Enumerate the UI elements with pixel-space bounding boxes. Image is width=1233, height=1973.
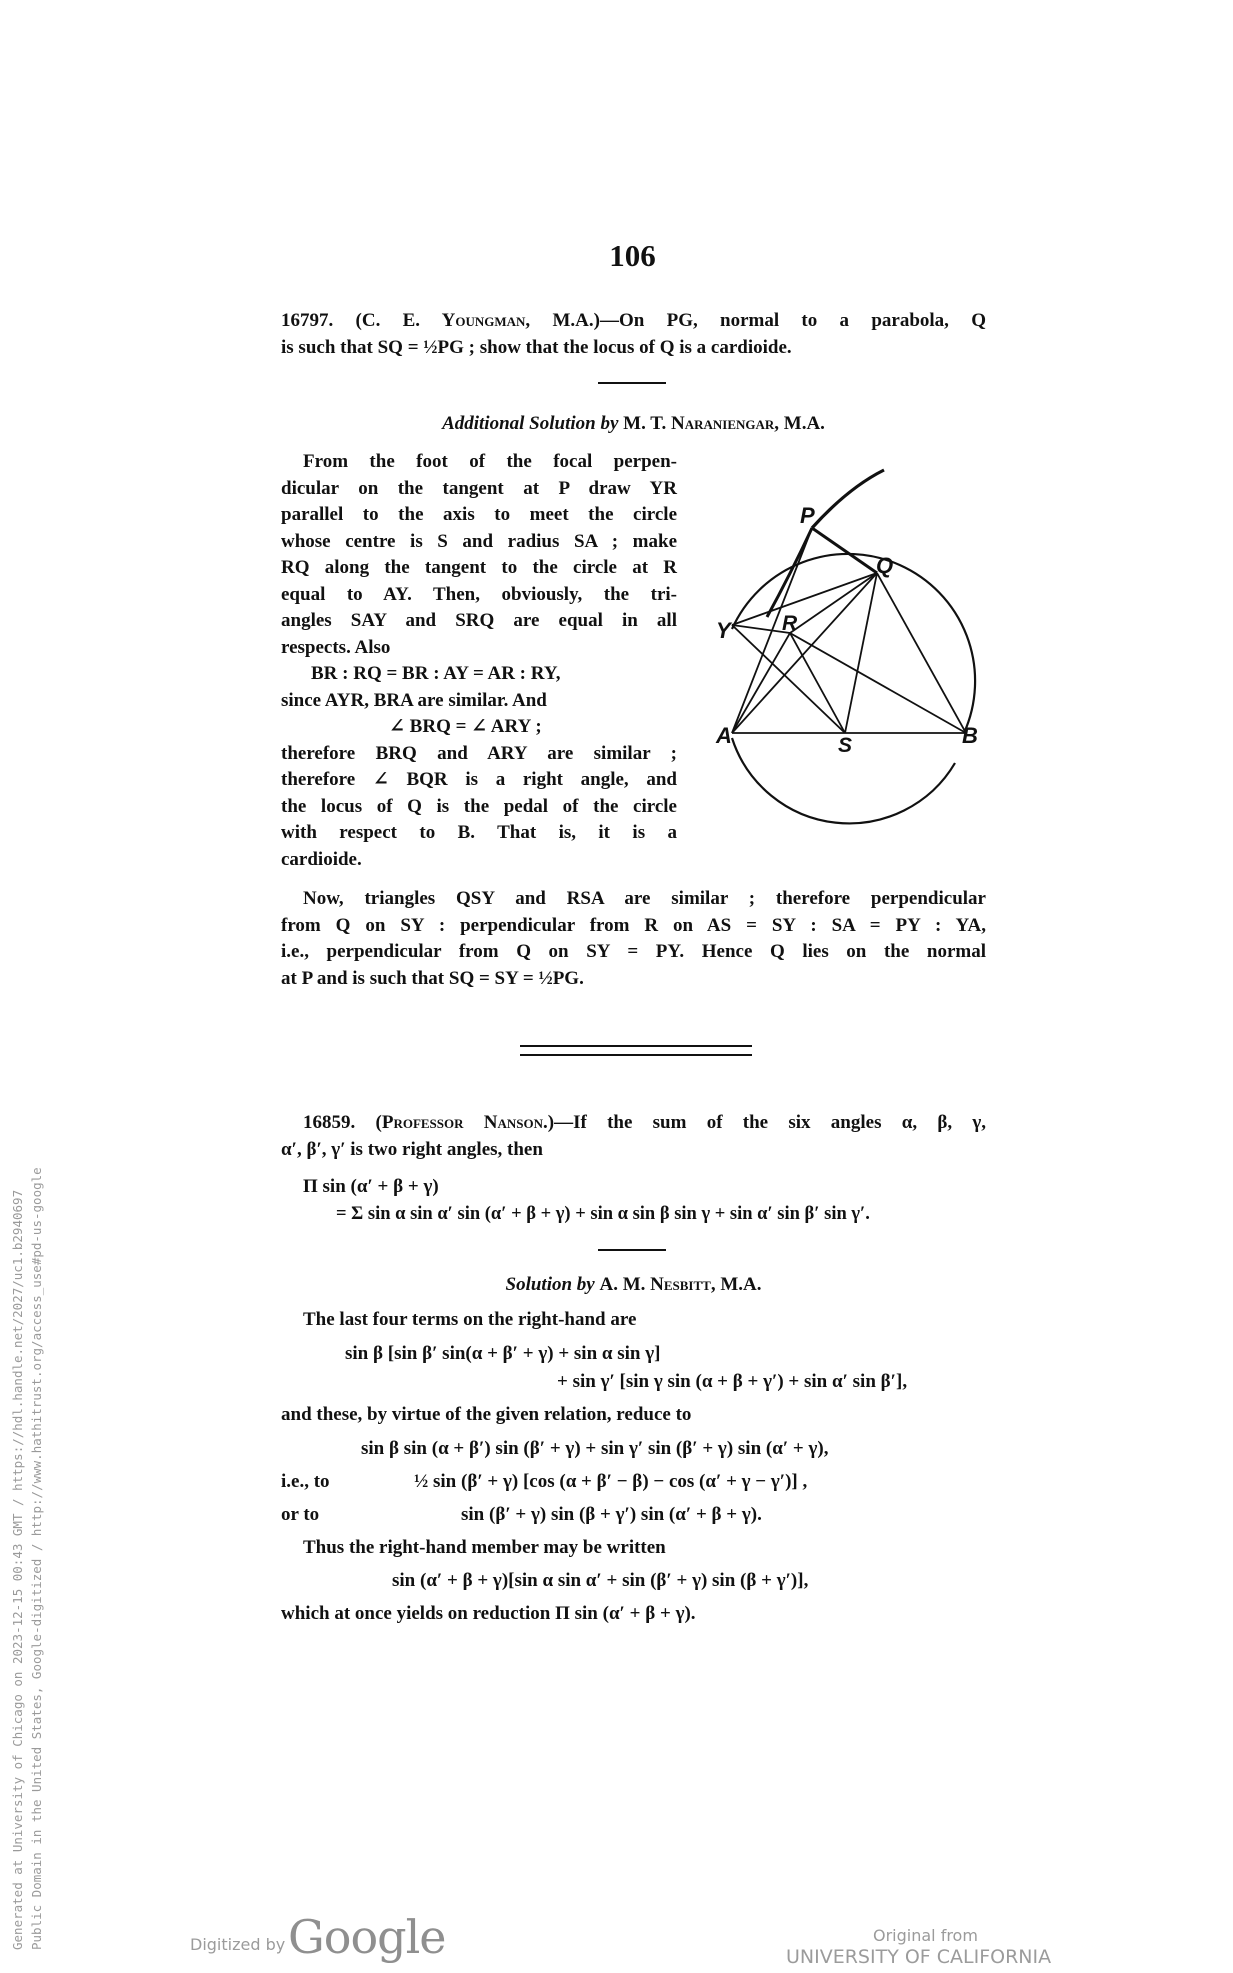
label-ie: i.e., to bbox=[281, 1471, 330, 1492]
solution-line: dicular on the tangent at P draw YR bbox=[281, 477, 677, 499]
original-from-text: Original from bbox=[873, 1926, 978, 1945]
solution-line: parallel to the axis to meet the circle bbox=[281, 504, 677, 525]
equation-angle: ∠ BRQ = ∠ ARY ; bbox=[389, 716, 542, 737]
line-yq bbox=[732, 573, 877, 625]
problem-16797-line-1 bbox=[281, 308, 986, 335]
equation-sum: = Σ sin α sin α′ sin (α′ + β + γ) + sin α sin β sin γ + sin α′ sin β′ sin γ′. bbox=[336, 1204, 870, 1224]
equation-6: sin (α′ + β + γ)[sin α sin α′ + sin (β′ + γ) sin (β + γ′)], bbox=[392, 1570, 809, 1591]
solution-2-line: which at once yields on reduction Π sin (α′ + β + γ). bbox=[281, 1603, 696, 1624]
solution-line: cardioide. bbox=[281, 848, 362, 870]
solution-2-heading bbox=[281, 1272, 986, 1299]
label-p: P bbox=[800, 503, 815, 528]
solution-2-author: A. M. Nesbitt, M.A. bbox=[599, 1274, 762, 1295]
page-number: 106 bbox=[609, 238, 656, 273]
label-y: Y bbox=[716, 618, 731, 643]
problem-number: 16797. bbox=[281, 310, 334, 331]
solution-line: at P and is such that SQ = SY = ½PG. bbox=[281, 967, 584, 989]
solution-1-paragraph-2 bbox=[281, 886, 986, 992]
double-section-rule bbox=[520, 1045, 752, 1056]
line-rb bbox=[790, 633, 966, 733]
solution-1-heading bbox=[281, 411, 986, 438]
problem-statement-b: α′, β′, γ′ is two right angles, then bbox=[281, 1138, 543, 1160]
solution-line: From the foot of the focal perpen- bbox=[303, 451, 677, 472]
label-s: S bbox=[838, 734, 853, 757]
watermark-line-2: Public Domain in the United States, Google-digitized / http://www.hathitrust.org/access_use#pd-us-google bbox=[29, 1167, 44, 1950]
solution-line: i.e., perpendicular from Q on SY = PY. Hence Q lies on the normal bbox=[281, 941, 986, 962]
solution-line: whose centre is S and radius SA ; make bbox=[281, 530, 677, 552]
hathitrust-watermark bbox=[8, 1167, 46, 1950]
section-rule bbox=[598, 1249, 666, 1251]
line-ys bbox=[732, 625, 845, 733]
equation-1: sin β [sin β′ sin(α + β′ + γ) + sin α sin γ] bbox=[345, 1343, 661, 1364]
normal-pq bbox=[812, 528, 877, 573]
google-logo: Google bbox=[288, 1910, 446, 1964]
geometry-figure bbox=[700, 455, 1000, 860]
solution-line: therefore ∠ BQR is a right angle, and bbox=[281, 769, 677, 790]
label-or-to: or to bbox=[281, 1504, 320, 1525]
problem-statement-b: is such that SQ = ½PG ; show that the locus of Q is a cardioide. bbox=[281, 336, 792, 358]
solution-line: since AYR, BRA are similar. And bbox=[281, 689, 547, 711]
watermark-line-1: Generated at University of Chicago on 2023-12-15 00:43 GMT / https://hdl.handle.net/2027/uc1.b2940697 bbox=[10, 1189, 25, 1950]
solution-2-heading-italic: Solution by bbox=[505, 1274, 595, 1295]
problem-16859-line-1 bbox=[281, 1110, 986, 1137]
equation-5: sin (β′ + γ) sin (β + γ′) sin (α′ + β + γ). bbox=[461, 1504, 762, 1525]
line-ar bbox=[732, 633, 790, 733]
solution-line: therefore BRQ and ARY are similar ; bbox=[281, 742, 677, 764]
solution-1-column bbox=[281, 449, 677, 873]
problem-number: 16859. bbox=[303, 1112, 356, 1133]
solution-line: from Q on SY : perpendicular from R on AS = SY : SA = PY : YA, bbox=[281, 914, 986, 936]
parabola-arc bbox=[812, 470, 884, 528]
problem-16797 bbox=[281, 308, 986, 361]
line-qb bbox=[877, 573, 966, 733]
solution-line: angles SAY and SRQ are equal in all bbox=[281, 610, 677, 631]
solution-2-line: and these, by virtue of the given relation, reduce to bbox=[281, 1404, 692, 1425]
solution-line: RQ along the tangent to the circle at R bbox=[281, 557, 677, 578]
solution-line: equal to AY. Then, obviously, the tri- bbox=[281, 583, 677, 605]
problem-statement-a: —If the sum of the six angles α, β, γ, bbox=[554, 1112, 987, 1133]
solution-1-heading-italic: Additional Solution by bbox=[442, 413, 619, 434]
problem-author: (C. E. Youngman, M.A.) bbox=[355, 310, 600, 331]
digitized-by-text: Digitized by bbox=[190, 1935, 286, 1954]
tangent-rq bbox=[790, 573, 877, 633]
equation-4: ½ sin (β′ + γ) [cos (α + β′ − β) − cos (α′ + γ − γ′)] , bbox=[414, 1471, 808, 1492]
solution-line: respects. Also bbox=[281, 636, 391, 658]
label-a: A bbox=[716, 723, 732, 748]
solution-line: Now, triangles QSY and RSA are similar ; therefore perpendicular bbox=[303, 888, 986, 909]
solution-line: the locus of Q is the pedal of the circle bbox=[281, 795, 677, 817]
solution-2-line: The last four terms on the right-hand are bbox=[303, 1309, 637, 1330]
problem-statement-a: —On PG, normal to a parabola, Q bbox=[599, 310, 987, 331]
line-sq bbox=[845, 573, 877, 733]
solution-line: with respect to B. That is, it is a bbox=[281, 822, 677, 843]
equation-product: Π sin (α′ + β + γ) bbox=[303, 1176, 439, 1197]
equation-ratio: BR : RQ = BR : AY = AR : RY, bbox=[311, 663, 561, 684]
label-r: R bbox=[782, 612, 798, 635]
problem-author: (Professor Nanson.) bbox=[375, 1112, 555, 1133]
solution-2-line: Thus the right-hand member may be written bbox=[303, 1537, 666, 1558]
label-b: B bbox=[962, 723, 978, 748]
equation-2: + sin γ′ [sin γ sin (α + β + γ′) + sin α′ sin β′], bbox=[557, 1371, 908, 1392]
label-q: Q bbox=[876, 553, 894, 578]
solution-1-author: M. T. Naraniengar, M.A. bbox=[623, 413, 825, 434]
equation-3: sin β sin (α + β′) sin (β′ + γ) + sin γ′ sin (β′ + γ) sin (α′ + γ), bbox=[361, 1438, 829, 1459]
section-rule bbox=[598, 382, 666, 384]
institution-text: UNIVERSITY OF CALIFORNIA bbox=[786, 1946, 1052, 1968]
problem-16859 bbox=[281, 1110, 986, 1163]
